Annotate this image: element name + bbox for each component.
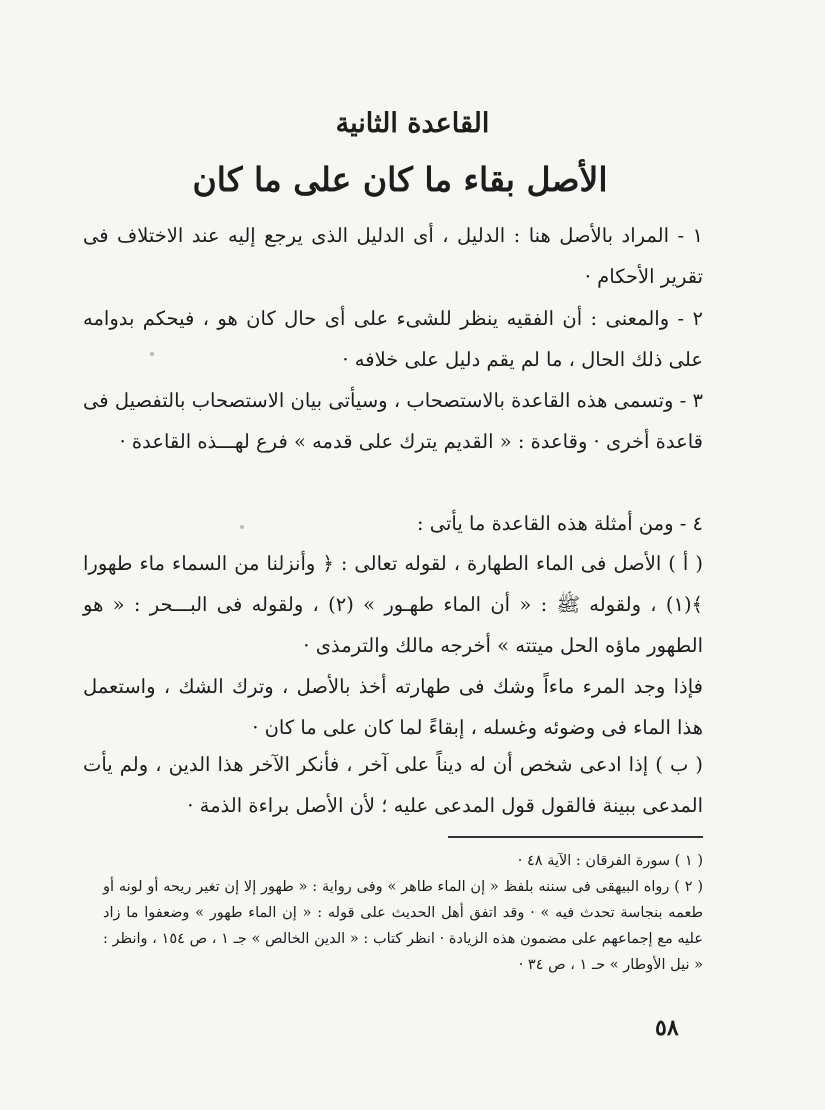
scan-speck <box>240 525 244 529</box>
rule-title: القاعدة الثانية <box>335 108 490 139</box>
footnotes <box>103 848 703 978</box>
example-a-continued: فإذا وجد المرء ماءاً وشك فى طهارته أخذ بالأصل ، وترك الشك ، واستعمل هذا الماء فى وضوئه وغسله ، إبقاءً لما كان على ما كان · <box>83 675 703 739</box>
rule-statement: الأصل بقاء ما كان على ما كان <box>192 160 608 199</box>
scan-speck <box>150 352 154 356</box>
paragraph-4: ٤ - ومن أمثلة هذه القاعدة ما يأتى : <box>416 512 703 535</box>
footnote-separator <box>448 836 703 838</box>
paragraph-2: ٢ - والمعنى : أن الفقيه ينظر للشىء على أى حال كان هو ، فيحكم بدوامه على ذلك الحال ، ما لم يقم دليل على خلافه · <box>83 307 703 371</box>
footnote-1: ( ١ ) سورة الفرقان : الآية ٤٨ · <box>517 853 703 869</box>
paragraph-1: ١ - المراد بالأصل هنا : الدليل ، أى الدليل الذى يرجع إليه عند الاختلاف فى تقرير الأحكام · <box>83 224 703 288</box>
footnote-2: ( ٢ ) رواه البيهقى فى سننه بلفظ « إن الماء طاهر » وفى رواية : « طهور إلا إن تغير ريحه أو لونه أو طعمه بنجاسة تحدث فيه » · وقد اتفق أهل الحديث على قوله : « إن الماء طهور » وضعفوا ما زاد عليه مع إجماعهم على مضمون هذه الزيادة · انظر كتاب : « الدين الخالص » جـ ١ ، ص ١٥٤ ، وانظر : « نيل الأوطار » حـ ١ ، ص ٣٤ · <box>103 879 703 973</box>
page-number: ٥٨ <box>655 1015 679 1041</box>
example-b: ( ب ) إذا ادعى شخص أن له ديناً على آخر ، فأنكر الآخر هذا الدين ، ولم يأت المدعى ببينة فالقول قول المدعى عليه ؛ لأن الأصل براءة الذمة · <box>83 753 703 817</box>
example-a: ( أ ) الأصل فى الماء الطهارة ، لقوله تعالى : ﴿ وأنزلنا من السماء ماء طهورا ﴾(١) ، ولقوله ﷺ : « أن الماء طهـور » (٢) ، ولقوله فى البـــحر : « هو الطهور ماؤه الحل ميتته » أخرجه مالك والترمذى · <box>83 552 703 657</box>
paragraph-3: ٣ - وتسمى هذه القاعدة بالاستصحاب ، وسيأتى بيان الاستصحاب بالتفصيل فى قاعدة أخرى · وقاعدة : « القديم يترك على قدمه » فرع لهـــذه القاعدة · <box>83 389 703 453</box>
